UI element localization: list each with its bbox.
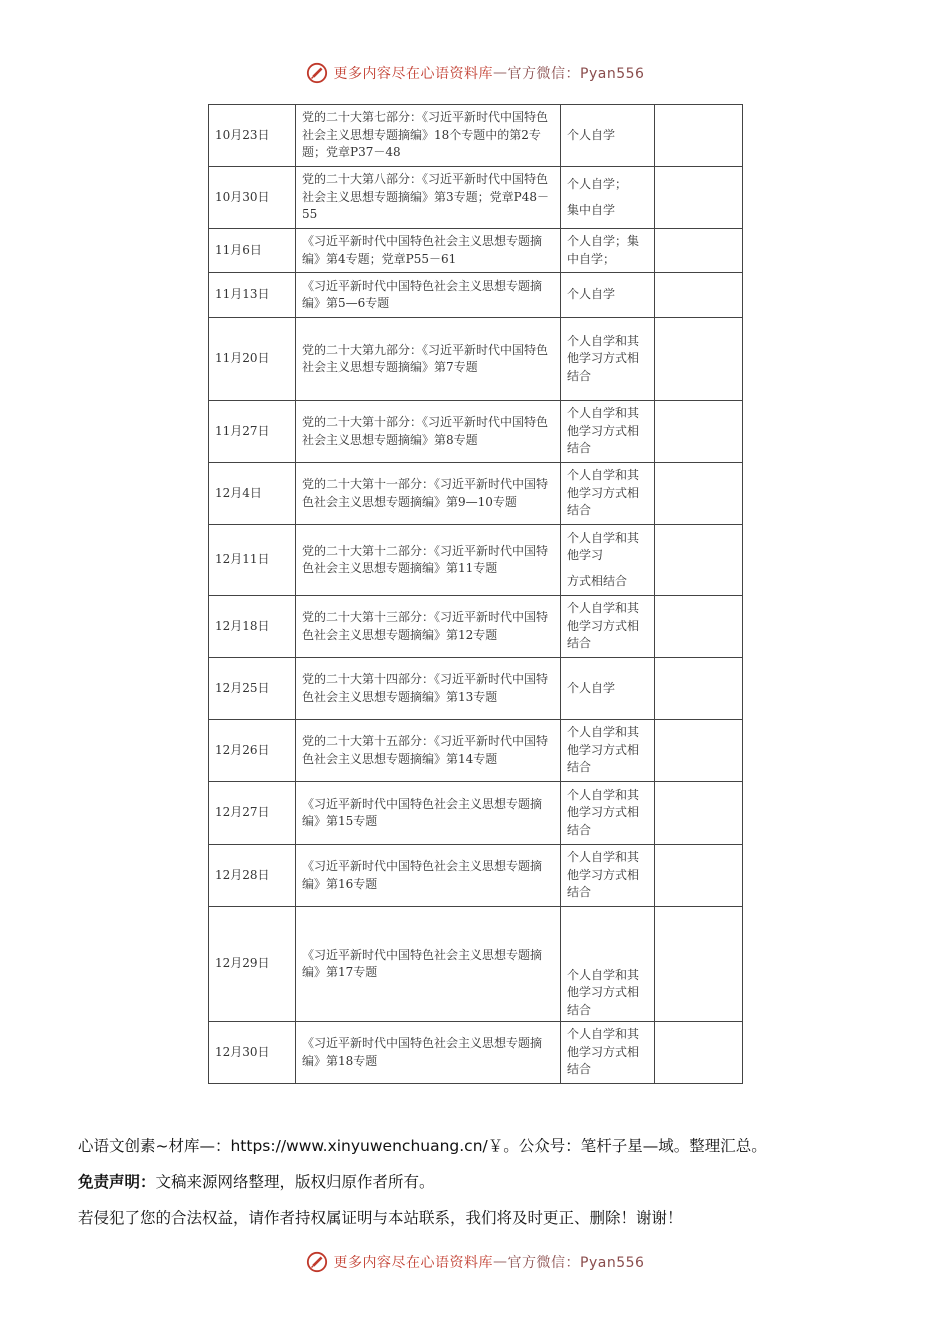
method-text: 个人自学和其他学习方式相结合 [567,1027,640,1077]
banner-separator: — [493,65,508,81]
header-banner [0,58,950,88]
method-cell [561,463,655,525]
method-text: 个人自学 [567,680,616,695]
table-row [209,401,743,463]
banner-brand: 更多内容尽在心语资料库 [333,1255,494,1271]
date-cell: 12月30日 [209,1022,296,1084]
method-cell [561,105,655,167]
date-cell: 12月25日 [209,658,296,720]
note-cell [655,229,743,273]
content-cell: 党的二十大第十五部分：《习近平新时代中国特色社会主义思想专题摘编》第14专题 [296,720,561,782]
date-cell: 12月27日 [209,782,296,845]
content-cell: 《习近平新时代中国特色社会主义思想专题摘编》第4专题；党章P55－61 [296,229,561,273]
banner-brand: 更多内容尽在心语资料库 [333,66,494,82]
method-text: 个人自学； [567,177,628,191]
table-row [209,782,743,845]
note-cell [655,401,743,463]
method-cell [561,596,655,658]
table-row [209,596,743,658]
content-cell: 《习近平新时代中国特色社会主义思想专题摘编》第15专题 [296,782,561,845]
date-cell: 11月13日 [209,273,296,318]
method-cell [561,167,655,229]
disclaimer-label: 免责声明： [78,1173,156,1191]
content-cell: 《习近平新时代中国特色社会主义思想专题摘编》第18专题 [296,1022,561,1084]
method-cell [561,845,655,907]
footer-disclaimer [78,1164,878,1200]
method-text: 个人自学和其他学习方式相结合 [567,601,640,651]
note-cell [655,658,743,720]
banner-separator: — [493,1254,508,1270]
date-cell: 10月23日 [209,105,296,167]
method-text: 个人自学和其他学习 [567,530,640,563]
content-cell: 党的二十大第十三部分：《习近平新时代中国特色社会主义思想专题摘编》第12专题 [296,596,561,658]
date-cell: 11月27日 [209,401,296,463]
method-cell [561,401,655,463]
method-cell [561,525,655,596]
note-cell [655,105,743,167]
method-text: 个人自学和其他学习方式相结合 [567,787,640,837]
content-cell: 党的二十大第十四部分：《习近平新时代中国特色社会主义思想专题摘编》第13专题 [296,658,561,720]
method-text: 个人自学和其他学习方式相结合 [567,333,640,383]
note-cell [655,720,743,782]
method-text: 方式相结合 [567,573,628,588]
study-schedule-table [208,104,743,1084]
footer-source-line: 心语文创素~材库—：https://www.xinyuwenchuang.cn/￥。公众号：笔杆子星—域。整理汇总。 [78,1137,767,1155]
note-cell [655,167,743,229]
method-text: 个人自学和其他学习方式相结合 [567,406,640,456]
note-cell [655,782,743,845]
method-cell [561,1022,655,1084]
method-cell [561,229,655,273]
note-cell [655,845,743,907]
method-text: 个人自学和其他学习方式相结合 [567,468,640,518]
content-cell: 党的二十大第十部分：《习近平新时代中国特色社会主义思想专题摘编》第8专题 [296,401,561,463]
method-cell [561,318,655,401]
content-cell: 党的二十大第十二部分：《习近平新时代中国特色社会主义思想专题摘编》第11专题 [296,525,561,596]
table-row [209,525,743,596]
date-cell: 10月30日 [209,167,296,229]
note-cell [655,463,743,525]
content-cell: 《习近平新时代中国特色社会主义思想专题摘编》第16专题 [296,845,561,907]
method-cell [561,658,655,720]
footer [78,1128,878,1236]
content-cell: 党的二十大第八部分：《习近平新时代中国特色社会主义思想专题摘编》第3专题；党章P48－55 [296,167,561,229]
table-row [209,463,743,525]
table-row [209,720,743,782]
note-cell [655,596,743,658]
method-text: 个人自学和其他学习方式相结合 [567,725,640,775]
method-text: 个人自学；集中自学； [567,234,640,266]
method-text: 集中自学 [567,202,616,217]
brand-logo-icon [306,1251,328,1273]
date-cell: 12月11日 [209,525,296,596]
disclaimer-text: 文稿来源网络整理，版权归原作者所有。 [155,1173,435,1191]
banner-wechat: 官方微信：Pyan556 [507,66,645,82]
note-cell [655,525,743,596]
table-row [209,907,743,1022]
date-cell: 11月6日 [209,229,296,273]
table-row [209,229,743,273]
content-cell: 党的二十大第十一部分：《习近平新时代中国特色社会主义思想专题摘编》第9—10专题 [296,463,561,525]
table-row [209,845,743,907]
date-cell: 12月18日 [209,596,296,658]
footer-banner [0,1247,950,1277]
date-cell: 12月26日 [209,720,296,782]
date-cell: 12月28日 [209,845,296,907]
table-row [209,273,743,318]
content-cell: 党的二十大第九部分：《习近平新时代中国特色社会主义思想专题摘编》第7专题 [296,318,561,401]
table-row [209,658,743,720]
brand-logo-icon [306,62,328,84]
note-cell [655,273,743,318]
table-row [209,105,743,167]
method-cell [561,273,655,318]
date-cell: 12月4日 [209,463,296,525]
note-cell [655,1022,743,1084]
table-row [209,1022,743,1084]
banner-wechat: 官方微信：Pyan556 [507,1255,645,1271]
method-text: 个人自学和其他学习方式相结合 [567,967,640,1017]
content-cell: 《习近平新时代中国特色社会主义思想专题摘编》第5—6专题 [296,273,561,318]
content-cell: 《习近平新时代中国特色社会主义思想专题摘编》第17专题 [296,907,561,1022]
date-cell: 11月20日 [209,318,296,401]
method-cell [561,720,655,782]
footer-infringement-note: 若侵犯了您的合法权益，请作者持权属证明与本站联系，我们将及时更正、删除！谢谢！ [78,1209,683,1227]
note-cell [655,907,743,1022]
schedule-body [209,105,743,1084]
table-row [209,167,743,229]
note-cell [655,318,743,401]
date-cell: 12月29日 [209,907,296,1022]
content-cell: 党的二十大第七部分：《习近平新时代中国特色社会主义思想专题摘编》18个专题中的第2专题；党章P37－48 [296,105,561,167]
method-text: 个人自学 [567,287,616,302]
method-cell [561,907,655,1022]
method-cell [561,782,655,845]
method-text: 个人自学 [567,127,616,142]
method-text: 个人自学和其他学习方式相结合 [567,850,640,900]
table-row [209,318,743,401]
